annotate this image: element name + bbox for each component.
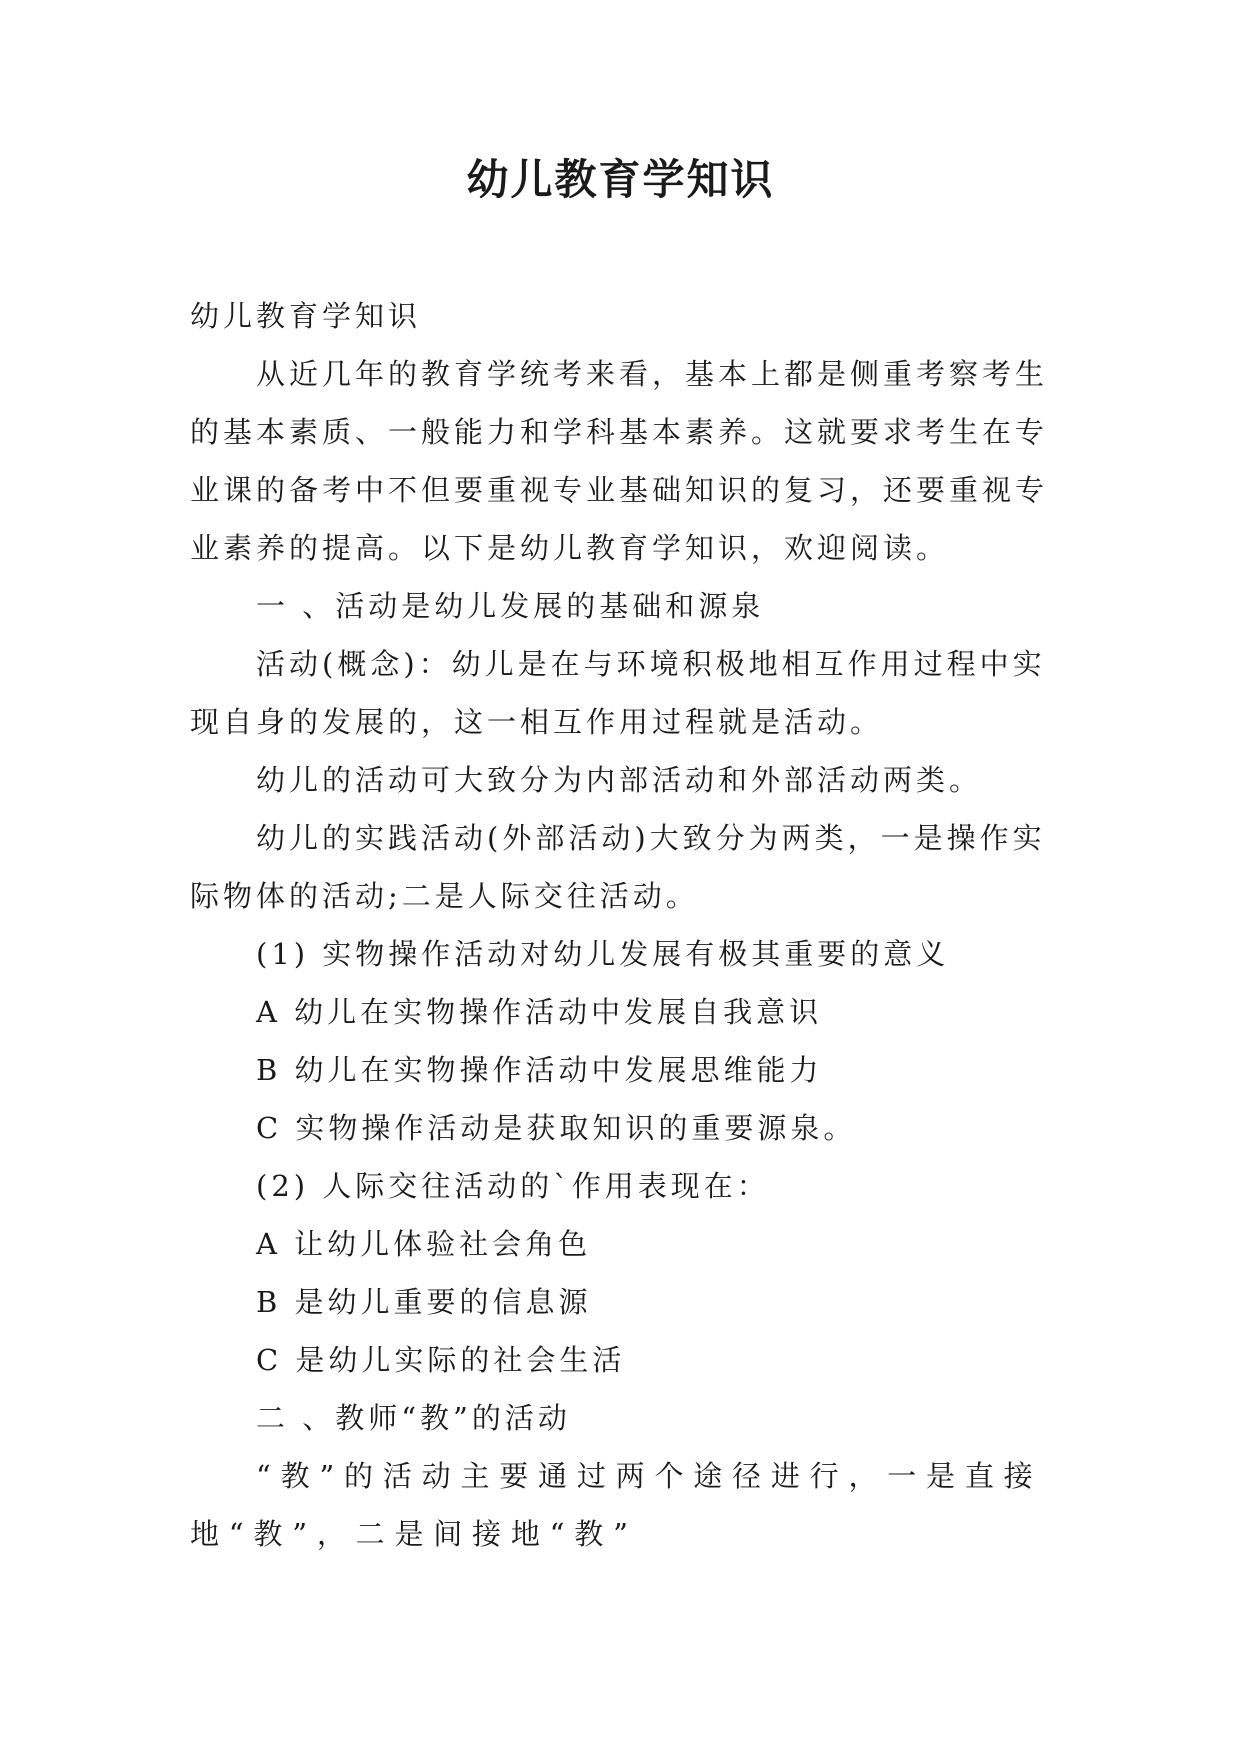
section-heading-2: 二 、教师“教”的活动 bbox=[256, 1401, 571, 1435]
list-item: B 是幼儿重要的信息源 bbox=[256, 1285, 592, 1319]
paragraph-intro: 从近几年的教育学统考来看，基本上都是侧重考察考生的基本素质、一般能力和学科基本素养。这就要求考生在专业课的备考中不但要重视专业基础知识的复习，还要重视专业素养的提高。以下是幼儿教育学知识，欢迎阅读。 bbox=[190, 357, 1049, 565]
section-heading-1: 一 、活动是幼儿发展的基础和源泉 bbox=[256, 589, 765, 623]
document-title: 幼儿教育学知识 bbox=[466, 155, 775, 204]
paragraph-activity-types: 幼儿的活动可大致分为内部活动和外部活动两类。 bbox=[256, 763, 983, 797]
list-item: A 让幼儿体验社会角色 bbox=[256, 1227, 592, 1261]
list-item: C 是幼儿实际的社会生活 bbox=[256, 1343, 626, 1377]
document-body bbox=[190, 287, 1050, 1563]
list-heading-2: (2) 人际交往活动的`作用表现在： bbox=[256, 1169, 770, 1203]
paragraph-activity-concept: 活动(概念)：幼儿是在与环境积极地相互作用过程中实现自身的发展的，这一相互作用过程就是活动。 bbox=[190, 647, 1046, 739]
list-item: A 幼儿在实物操作活动中发展自我意识 bbox=[256, 995, 823, 1029]
paragraph-teaching-ways: “教”的活动主要通过两个途径进行，一是直接地“教”，二是间接地“教” bbox=[190, 1459, 1043, 1551]
list-item: B 幼儿在实物操作活动中发展思维能力 bbox=[256, 1053, 823, 1087]
list-item: C 实物操作活动是获取知识的重要源泉。 bbox=[256, 1111, 857, 1145]
paragraph-practical-activity: 幼儿的实践活动(外部活动)大致分为两类，一是操作实际物体的活动;二是人际交往活动。 bbox=[190, 821, 1046, 913]
paragraph-heading: 幼儿教育学知识 bbox=[190, 299, 422, 333]
list-heading-1: (1) 实物操作活动对幼儿发展有极其重要的意义 bbox=[256, 937, 950, 971]
